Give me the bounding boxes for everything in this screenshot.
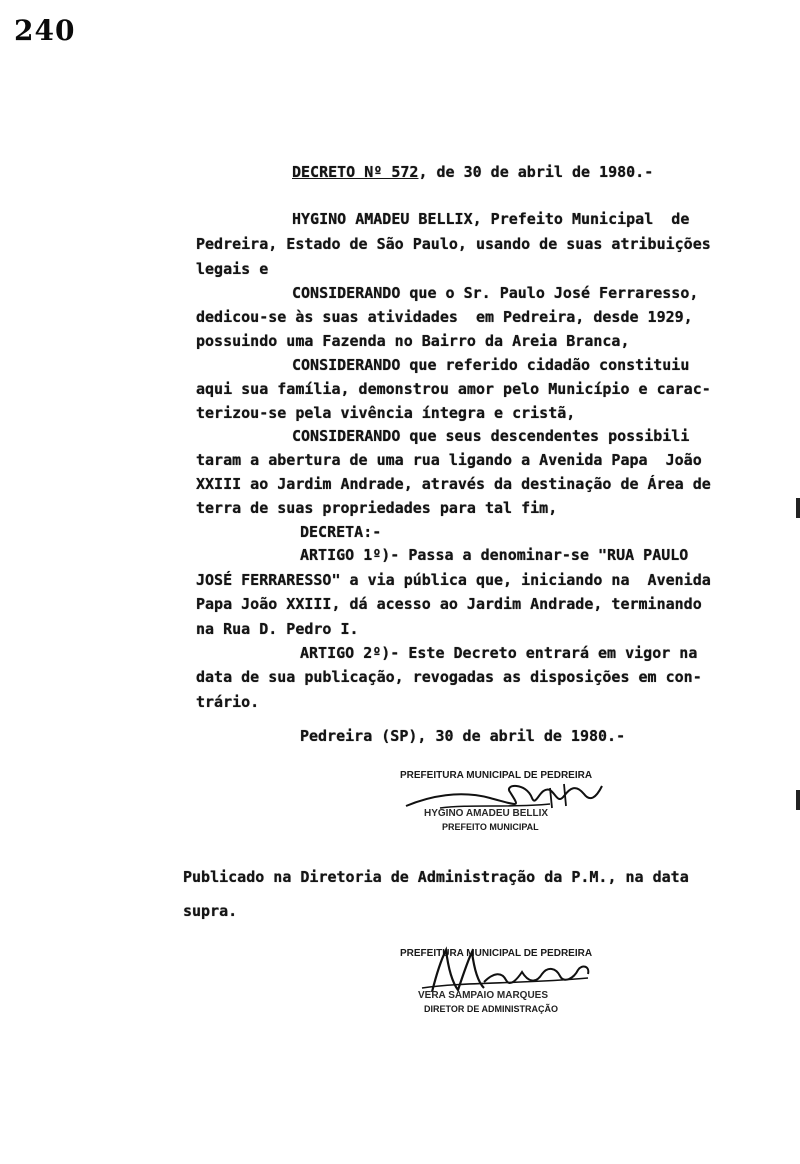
mayor-stamp: [400, 766, 610, 836]
body-line: terizou-se pela vivência íntegra e cristã,: [196, 404, 576, 422]
body-line: Papa João XXIII, dá acesso ao Jardim Andrade, terminando: [196, 595, 702, 613]
publication-line: supra.: [183, 902, 238, 920]
body-line: legais e: [196, 260, 269, 278]
place-date-line: Pedreira (SP), 30 de abril de 1980.-: [300, 727, 626, 745]
director-stamp-name: VERA SAMPAIO MARQUES: [418, 990, 549, 1001]
director-stamp-header: PREFEITURA MUNICIPAL DE PEDREIRA: [400, 948, 593, 959]
scan-edge-mark: [796, 498, 800, 518]
body-line: Pedreira, Estado de São Paulo, usando de suas atribuições: [196, 235, 711, 253]
scan-edge-mark: [796, 790, 800, 810]
page-number: 240: [14, 14, 76, 47]
body-line: CONSIDERANDO que o Sr. Paulo José Ferraresso,: [292, 284, 699, 302]
body-line: taram a abertura de uma rua ligando a Avenida Papa João: [196, 451, 702, 469]
body-line: JOSÉ FERRARESSO" a via pública que, iniciando na Avenida: [196, 571, 711, 589]
mayor-stamp-header: PREFEITURA MUNICIPAL DE PEDREIRA: [400, 770, 593, 781]
article-2-line: ARTIGO 2º)- Este Decreto entrará em vigor na: [300, 644, 698, 662]
body-line: possuindo uma Fazenda no Bairro da Areia Branca,: [196, 332, 630, 350]
decreta-line: DECRETA:-: [300, 523, 382, 541]
body-line: dedicou-se às suas atividades em Pedreira, desde 1929,: [196, 308, 693, 326]
body-line: aqui sua família, demonstrou amor pelo Município e carac-: [196, 380, 711, 398]
decree-date: , de 30 de abril de 1980.-: [418, 163, 654, 181]
mayor-stamp-name: HYGINO AMADEU BELLIX: [424, 808, 549, 819]
director-stamp-role: DIRETOR DE ADMINISTRAÇÃO: [424, 1004, 559, 1014]
decree-title: DECRETO Nº 572: [292, 163, 419, 181]
publication-line: Publicado na Diretoria de Administração da P.M., na data: [183, 868, 689, 886]
article-1-line: ARTIGO 1º)- Passa a denominar-se "RUA PAULO: [300, 546, 689, 564]
body-line: XXIII ao Jardim Andrade, através da destinação de Área de: [196, 475, 711, 493]
body-line: data de sua publicação, revogadas as disposições em con-: [196, 668, 702, 686]
body-line: HYGINO AMADEU BELLIX, Prefeito Municipal de: [292, 210, 690, 228]
body-line: terra de suas propriedades para tal fim,: [196, 499, 558, 517]
decree-title-line: [292, 163, 653, 181]
director-stamp: [400, 942, 600, 1022]
body-line: CONSIDERANDO que seus descendentes possibili: [292, 427, 690, 445]
mayor-stamp-role: PREFEITO MUNICIPAL: [442, 822, 539, 832]
body-line: CONSIDERANDO que referido cidadão constituiu: [292, 356, 690, 374]
body-line: trário.: [196, 693, 260, 711]
body-line: na Rua D. Pedro I.: [196, 620, 359, 638]
